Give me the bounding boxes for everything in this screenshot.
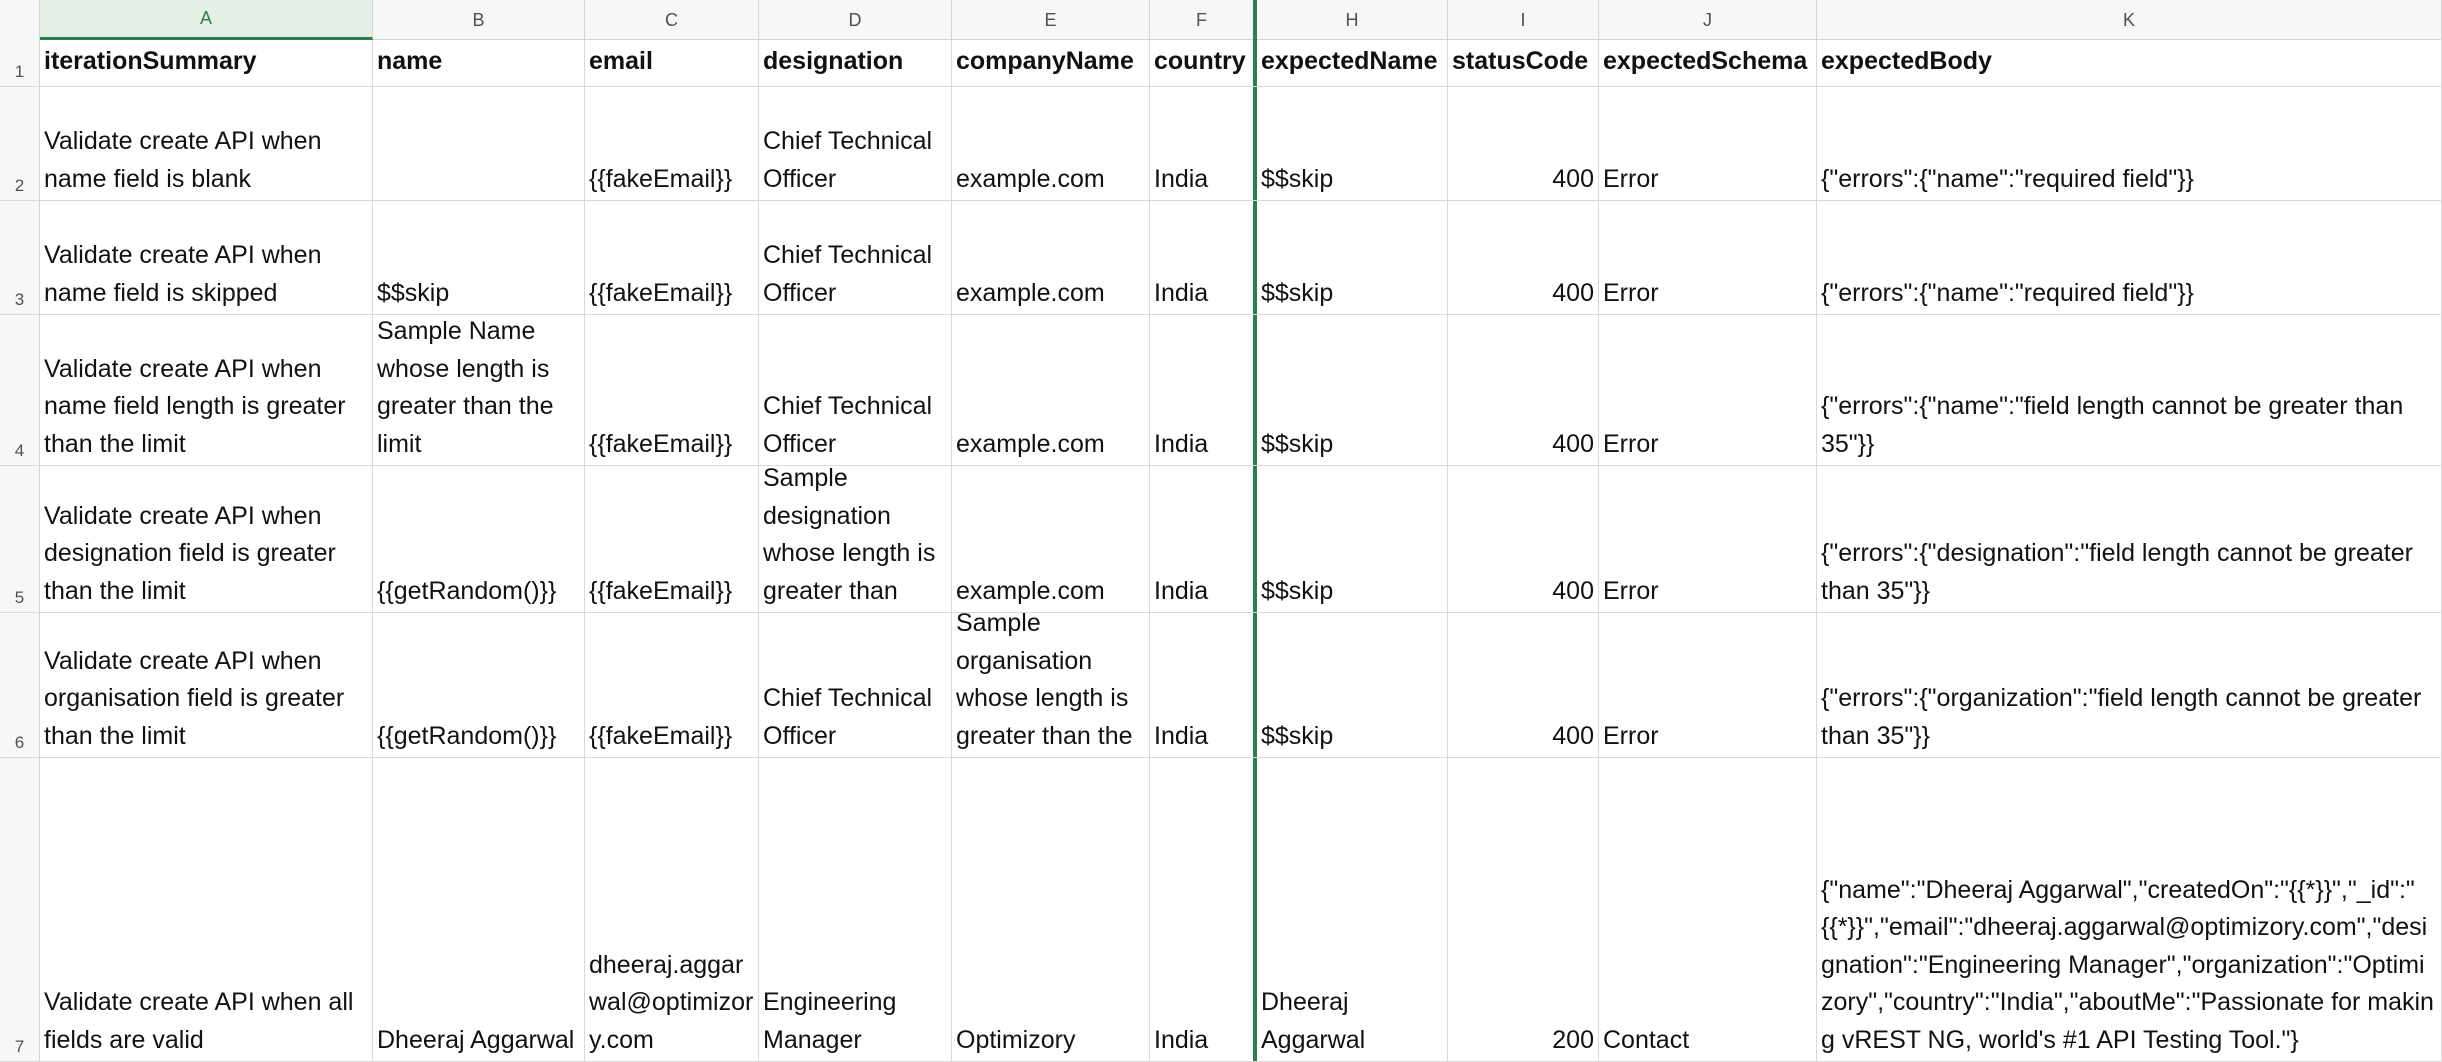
table-row (0, 201, 2442, 315)
cell[interactable]: Sample organisation whose length is greater than the (952, 613, 1150, 757)
row-header[interactable]: 6 (0, 613, 40, 757)
cell[interactable]: Validate create API when name field length is greater than the limit (40, 315, 373, 465)
cell[interactable]: Dheeraj Aggarwal (1257, 758, 1448, 1061)
row-header[interactable]: 1 (0, 40, 40, 86)
grid-body (0, 40, 2442, 1062)
column-header-j[interactable]: J (1599, 0, 1817, 40)
cell[interactable]: dheeraj.aggarwal@optimizory.com (585, 758, 759, 1061)
cell[interactable]: {{getRandom()}} (373, 613, 585, 757)
cell[interactable]: $$skip (1257, 613, 1448, 757)
cell[interactable]: {{fakeEmail}} (585, 613, 759, 757)
cell[interactable]: country (1150, 40, 1257, 86)
cell[interactable]: Chief Technical Officer (759, 315, 952, 465)
cell[interactable]: India (1150, 758, 1257, 1061)
cell[interactable]: 400 (1448, 87, 1599, 200)
cell[interactable]: expectedBody (1817, 40, 2442, 86)
cell[interactable]: 400 (1448, 201, 1599, 314)
cell[interactable]: Chief Technical Officer (759, 613, 952, 757)
table-row (0, 613, 2442, 758)
cell[interactable]: Error (1599, 201, 1817, 314)
table-row (0, 466, 2442, 613)
cell[interactable]: Validate create API when name field is blank (40, 87, 373, 200)
cell[interactable]: Sample designation whose length is greater than (759, 466, 952, 612)
cell[interactable]: example.com (952, 315, 1150, 465)
cell[interactable]: Validate create API when all fields are valid (40, 758, 373, 1061)
cell[interactable]: example.com (952, 466, 1150, 612)
cell[interactable]: {"errors":{"name":"required field"}} (1817, 87, 2442, 200)
cell[interactable]: $$skip (1257, 87, 1448, 200)
column-header-i[interactable]: I (1448, 0, 1599, 40)
cell[interactable]: Chief Technical Officer (759, 87, 952, 200)
cell[interactable]: India (1150, 201, 1257, 314)
cell[interactable]: Error (1599, 613, 1817, 757)
cell[interactable]: Error (1599, 315, 1817, 465)
cell[interactable]: {{fakeEmail}} (585, 315, 759, 465)
cell[interactable]: {{getRandom()}} (373, 466, 585, 612)
cell[interactable]: email (585, 40, 759, 86)
cell[interactable]: 200 (1448, 758, 1599, 1061)
cell[interactable]: India (1150, 613, 1257, 757)
cell[interactable]: $$skip (1257, 201, 1448, 314)
cell[interactable]: Validate create API when name field is skipped (40, 201, 373, 314)
cell[interactable]: Chief Technical Officer (759, 201, 952, 314)
cell[interactable]: example.com (952, 201, 1150, 314)
column-header-c[interactable]: C (585, 0, 759, 40)
cell[interactable]: Dheeraj Aggarwal (373, 758, 585, 1061)
column-header-f[interactable]: F (1150, 0, 1257, 40)
cell[interactable]: {"errors":{"organization":"field length cannot be greater than 35"}} (1817, 613, 2442, 757)
table-row (0, 40, 2442, 87)
cell[interactable]: statusCode (1448, 40, 1599, 86)
cell[interactable]: India (1150, 315, 1257, 465)
cell[interactable]: $$skip (1257, 466, 1448, 612)
column-header-h[interactable]: H (1257, 0, 1448, 40)
cell[interactable]: {"errors":{"name":"required field"}} (1817, 201, 2442, 314)
cell[interactable]: expectedName (1257, 40, 1448, 86)
row-header[interactable]: 2 (0, 87, 40, 200)
cell[interactable]: India (1150, 87, 1257, 200)
cell[interactable]: {{fakeEmail}} (585, 87, 759, 200)
column-header-a[interactable]: A (40, 0, 373, 40)
cell[interactable]: Engineering Manager (759, 758, 952, 1061)
column-header-b[interactable]: B (373, 0, 585, 40)
cell[interactable]: Error (1599, 87, 1817, 200)
select-all-corner[interactable] (0, 0, 40, 40)
cell[interactable]: {{fakeEmail}} (585, 466, 759, 612)
cell[interactable]: Contact (1599, 758, 1817, 1061)
cell[interactable]: 400 (1448, 466, 1599, 612)
cell[interactable]: Sample Name whose length is greater than the limit (373, 315, 585, 465)
row-header[interactable]: 7 (0, 758, 40, 1061)
column-header-bar (0, 0, 2442, 40)
row-header[interactable]: 3 (0, 201, 40, 314)
row-header[interactable]: 5 (0, 466, 40, 612)
cell[interactable]: India (1150, 466, 1257, 612)
cell[interactable]: {"errors":{"name":"field length cannot be greater than 35"}} (1817, 315, 2442, 465)
table-row (0, 87, 2442, 201)
row-header[interactable]: 4 (0, 315, 40, 465)
column-header-d[interactable]: D (759, 0, 952, 40)
cell[interactable]: $$skip (373, 201, 585, 314)
cell[interactable]: Optimizory (952, 758, 1150, 1061)
cell[interactable]: expectedSchema (1599, 40, 1817, 86)
cell[interactable]: Error (1599, 466, 1817, 612)
cell[interactable]: name (373, 40, 585, 86)
cell[interactable]: {"name":"Dheeraj Aggarwal","createdOn":"{{*}}","_id":"{{*}}","email":"dheeraj.aggarwal@optimizory.com","designation":"Engineering Manager","organization":"Optimizory","country":"India","aboutMe":"Passionate for making vREST NG, world's #1 API Testing Tool."} (1817, 758, 2442, 1061)
column-header-k[interactable]: K (1817, 0, 2442, 40)
table-row (0, 758, 2442, 1062)
cell[interactable]: iterationSummary (40, 40, 373, 86)
table-row (0, 315, 2442, 466)
cell[interactable]: 400 (1448, 315, 1599, 465)
cell[interactable]: designation (759, 40, 952, 86)
cell[interactable]: {{fakeEmail}} (585, 201, 759, 314)
cell[interactable]: example.com (952, 87, 1150, 200)
column-header-e[interactable]: E (952, 0, 1150, 40)
cell[interactable]: companyName (952, 40, 1150, 86)
cell[interactable]: {"errors":{"designation":"field length cannot be greater than 35"}} (1817, 466, 2442, 612)
cell[interactable]: 400 (1448, 613, 1599, 757)
cell[interactable]: Validate create API when organisation field is greater than the limit (40, 613, 373, 757)
cell[interactable]: Validate create API when designation field is greater than the limit (40, 466, 373, 612)
cell[interactable] (373, 87, 585, 200)
cell[interactable]: $$skip (1257, 315, 1448, 465)
